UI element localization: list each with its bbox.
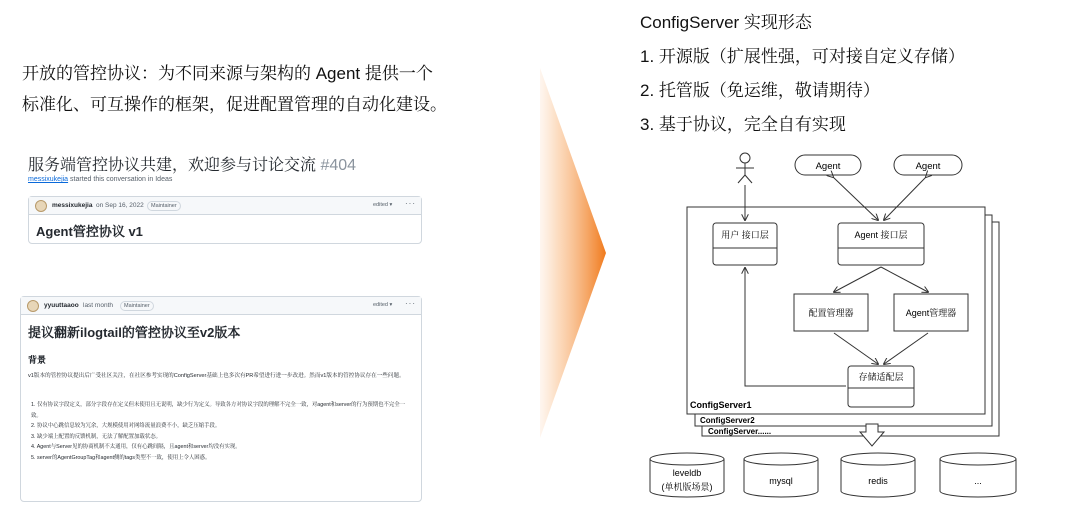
- agent-node-label: Agent: [815, 161, 841, 172]
- forms-item: 2. 托管版（免运维，敬请期待）: [640, 81, 880, 100]
- issues-list: [31, 400, 415, 463]
- config-server-1-label: ConfigServer1: [690, 400, 752, 410]
- edited-dropdown[interactable]: edited ▾: [373, 302, 393, 308]
- post-1-title: Agent管控协议 v1: [36, 224, 143, 239]
- chevron-arrow-icon: [540, 0, 610, 506]
- post-1-date[interactable]: on Sep 16, 2022: [96, 202, 144, 209]
- background-paragraph: v1版本的管控协议提出后广受社区关注，在社区参考实现的ConfigServer基础上也多次有PR希望进行进一步改进。然而v1版本的管控协议存在一些问题。: [28, 373, 405, 379]
- list-item: 3. 缺少端上配置的反馈机制，无法了解配置加载状态。: [31, 433, 161, 440]
- storage-adapter-label: 存储适配层: [858, 372, 904, 382]
- intro-text: [22, 58, 502, 120]
- discussion-starter-link[interactable]: messixukejia: [28, 176, 69, 183]
- agent-node-label: Agent: [915, 161, 941, 172]
- architecture-diagram: [640, 145, 1040, 505]
- db-leveldb-label: leveldb: [672, 468, 702, 478]
- edited-dropdown[interactable]: edited ▾: [373, 202, 393, 208]
- db-leveldb-sub-label: (单机版场景): [661, 482, 713, 492]
- more-options-icon[interactable]: ···: [405, 199, 416, 208]
- discussion-started-text: started this conversation in: [68, 176, 156, 183]
- db-redis-label: redis: [868, 476, 888, 486]
- list-item: 2. 协议中心跳信息较为冗余，大规模使用对网络流量浪费不小，缺乏压缩手段。: [31, 423, 221, 429]
- post-2-header: [21, 297, 421, 315]
- config-server-2-label: ConfigServer2: [700, 416, 755, 425]
- list-item: 4. Agent与Server见的协商机制不太通用，仅有心跳间隔，且agent和server均没有实现。: [31, 444, 241, 450]
- section-heading: 背景: [28, 355, 47, 365]
- user-icon: [736, 153, 754, 183]
- list-item: 5. server的AgentGroupTag和agent侧的tags类型不一致，使用上令人困惑。: [31, 454, 211, 461]
- more-options-icon[interactable]: ···: [405, 299, 416, 308]
- maintainer-badge: Maintainer: [147, 201, 181, 211]
- list-item: 1. 仅有协议字段定义，部分字段存在定义但未使用且无说明，缺少行为定义。导致各方对协议字段的理解不完全一致，对agent和server的行为预期也不完全一致。: [31, 402, 406, 419]
- post-1-header: [29, 197, 421, 215]
- forms-heading: ConfigServer 实现形态: [640, 13, 812, 32]
- avatar[interactable]: [35, 200, 47, 212]
- user-interface-layer-label: 用户 接口层: [721, 230, 769, 240]
- intro-line-1: 开放的管控协议：为不同来源与架构的 Agent 提供一个: [22, 64, 433, 83]
- config-server-forms: [640, 6, 965, 142]
- forms-item: 1. 开源版（扩展性强，可对接自定义存储）: [640, 47, 965, 66]
- agent-interface-layer-label: Agent 接口层: [854, 230, 908, 240]
- discussion-post-2: [20, 296, 422, 502]
- post-2-date[interactable]: last month: [83, 302, 113, 309]
- discussion-post-1: [28, 196, 422, 244]
- discussion-category[interactable]: Ideas: [155, 176, 173, 183]
- config-server-3-label: ConfigServer......: [708, 427, 772, 436]
- agent-manager-label: Agent管理器: [905, 308, 957, 318]
- avatar[interactable]: [27, 300, 39, 312]
- post-2-author[interactable]: yyuuttaaoo: [44, 302, 79, 309]
- db-other-label: ...: [974, 476, 982, 486]
- maintainer-badge: Maintainer: [120, 301, 154, 311]
- post-1-author[interactable]: messixukejia: [52, 202, 93, 209]
- discussion-title-text: 服务端管控协议共建，欢迎参与讨论交流: [28, 157, 317, 174]
- discussion-title: [28, 152, 356, 175]
- db-mysql-label: mysql: [769, 476, 793, 486]
- intro-line-2: 标准化、可互操作的框架，促进配置管理的自动化建设。: [22, 95, 447, 114]
- post-2-title: 提议翻新ilogtail的管控协议至v2版本: [28, 325, 241, 340]
- forms-item: 3. 基于协议，完全自有实现: [640, 115, 846, 134]
- config-manager-label: 配置管理器: [808, 308, 854, 318]
- discussion-subtitle: [28, 176, 172, 183]
- discussion-number[interactable]: #404: [320, 157, 357, 174]
